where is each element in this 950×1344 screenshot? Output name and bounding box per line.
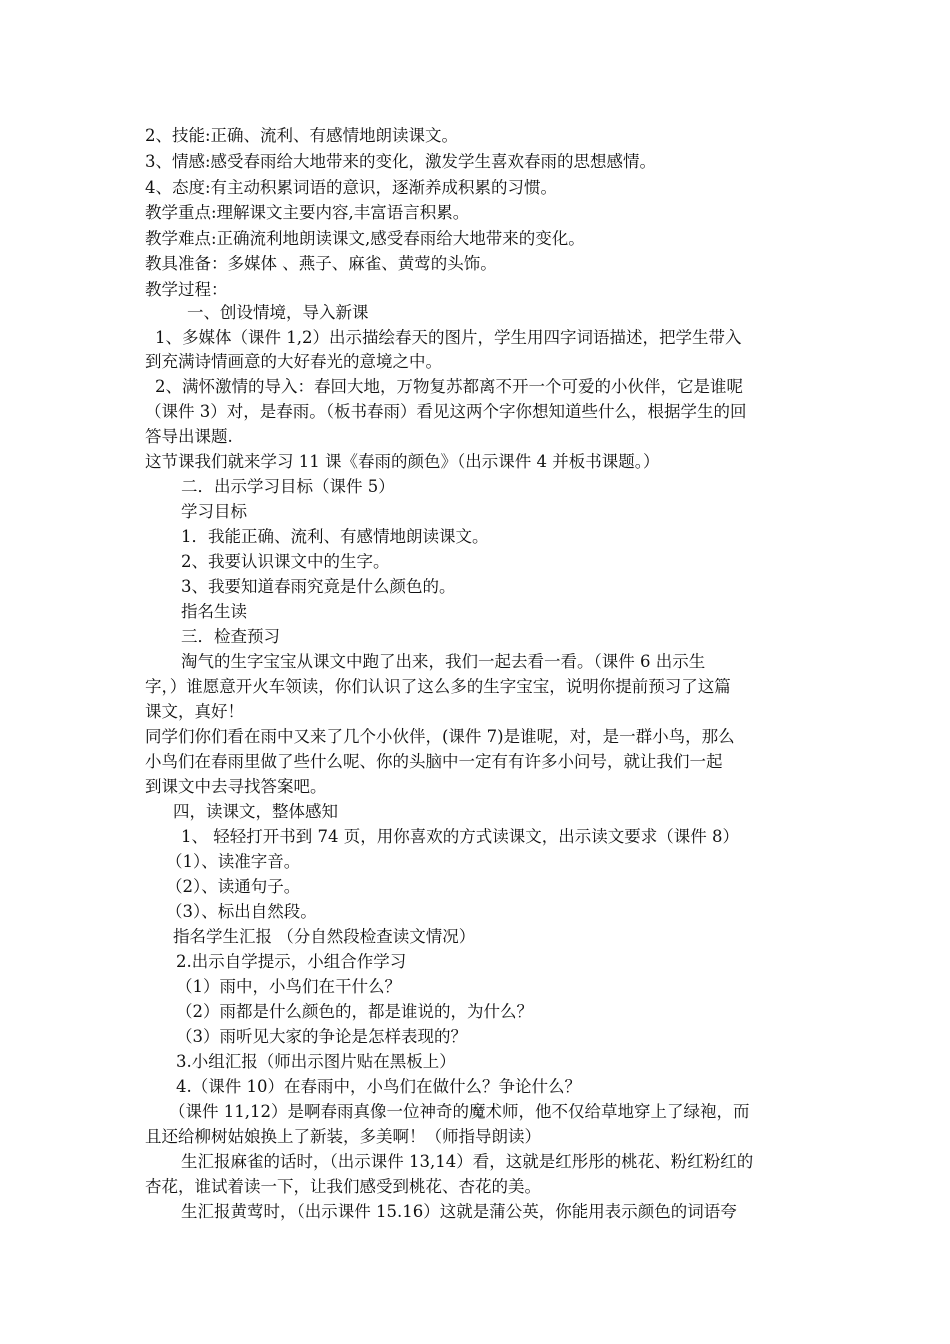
text-line: 字，）谁愿意开火车领读，你们认识了这么多的生字宝宝，说明你提前预习了这篇 <box>145 677 731 696</box>
text-line: 4.（课件 10）在春雨中，小鸟们在做什么？争论什么？ <box>176 1077 581 1096</box>
text-line: 生汇报麻雀的话时，（出示课件 13,14）看，这就是红彤彤的桃花、粉红粉红的 <box>181 1152 754 1171</box>
text-line: 教学重点:理解课文主要内容,丰富语言积累。 <box>145 203 470 222</box>
text-line: （课件 11,12）是啊春雨真像一位神奇的魔术师，他不仅给草地穿上了绿袍，而 <box>169 1102 750 1121</box>
section-heading: 一、创设情境，导入新课 <box>187 303 369 322</box>
text-line: 且还给柳树姑娘换上了新装，多美啊！（师指导朗读） <box>145 1127 541 1146</box>
text-line: 1、 轻轻打开书到 74 页，用你喜欢的方式读课文，出示读文要求（课件 8） <box>181 827 739 846</box>
text-line: （1）、读准字音。 <box>166 852 301 871</box>
text-line: （3）、标出自然段。 <box>166 902 317 921</box>
text-line: 答导出课题. <box>145 427 233 446</box>
text-line: 1．我能正确、流利、有感情地朗读课文。 <box>181 527 489 546</box>
text-line: 1、多媒体（课件 1,2）出示描绘春天的图片，学生用四字词语描述，把学生带入 <box>155 328 742 347</box>
text-line: （课件 3）对，是春雨。（板书春雨）看见这两个字你想知道些什么，根据学生的回 <box>145 402 747 421</box>
text-line: 教学难点:正确流利地朗读课文,感受春雨给大地带来的变化。 <box>145 229 585 248</box>
text-line: 生汇报黄莺时，（出示课件 15.16）这就是蒲公英，你能用表示颜色的词语夸 <box>181 1202 737 1221</box>
text-line: 这节课我们就来学习 11 课《春雨的颜色》（出示课件 4 并板书课题。） <box>145 452 660 471</box>
text-line: 3.小组汇报（师出示图片贴在黑板上） <box>176 1052 456 1071</box>
section-heading: 三．检查预习 <box>181 627 280 646</box>
text-line: 淘气的生字宝宝从课文中跑了出来，我们一起去看一看。（课件 6 出示生 <box>181 652 706 671</box>
text-line: 学习目标 <box>181 502 247 521</box>
text-line: 2、技能:正确、流利、有感情地朗读课文。 <box>145 126 459 145</box>
text-line: 4、态度:有主动积累词语的意识，逐渐养成积累的习惯。 <box>145 178 558 197</box>
text-line: 同学们你们看在雨中又来了几个小伙伴，(课件 7)是谁呢，对，是一群小鸟，那么 <box>145 727 735 746</box>
text-line: 指名生读 <box>181 602 247 621</box>
text-line: 3、情感:感受春雨给大地带来的变化，激发学生喜欢春雨的思想感情。 <box>145 152 657 171</box>
text-line: 教具准备：多媒体 、燕子、麻雀、黄莺的头饰。 <box>145 254 497 273</box>
text-line: 课文，真好！ <box>145 702 244 721</box>
text-line: 到充满诗情画意的大好春光的意境之中。 <box>145 352 442 371</box>
section-heading: 二．出示学习目标（课件 5） <box>181 477 395 496</box>
text-line: 指名学生汇报 （分自然段检查读文情况） <box>173 927 476 946</box>
text-line: 2、我要认识课文中的生字。 <box>181 552 390 571</box>
text-line: 3、我要知道春雨究竟是什么颜色的。 <box>181 577 456 596</box>
text-line: （1）雨中，小鸟们在干什么？ <box>176 977 401 996</box>
text-line: （2）、读通句子。 <box>166 877 301 896</box>
text-line: 杏花，谁试着读一下，让我们感受到桃花、杏花的美。 <box>145 1177 541 1196</box>
text-line: 小鸟们在春雨里做了些什么呢、你的头脑中一定有有许多小问号，就让我们一起 <box>145 752 723 771</box>
text-line: 教学过程： <box>145 280 228 299</box>
text-line: 2、满怀激情的导入：春回大地，万物复苏都离不开一个可爱的小伙伴，它是谁呢 <box>155 377 743 396</box>
text-line: （2）雨都是什么颜色的，都是谁说的，为什么？ <box>176 1002 533 1021</box>
text-line: 到课文中去寻找答案吧。 <box>145 777 327 796</box>
text-line: （3）雨听见大家的争论是怎样表现的？ <box>176 1027 467 1046</box>
text-line: 2.出示自学提示，小组合作学习 <box>176 952 407 971</box>
section-heading: 四，读课文，整体感知 <box>173 802 338 821</box>
